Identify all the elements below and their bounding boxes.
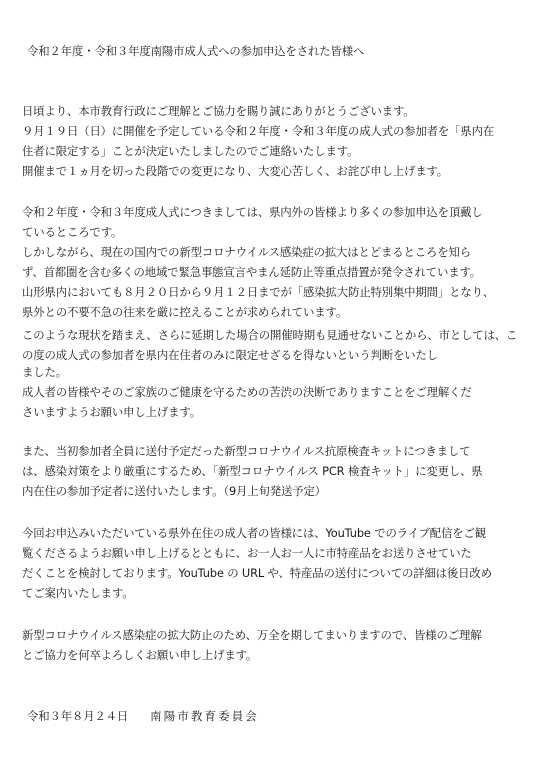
paragraph-line: 成人者の皆様やそのご家族のご健康を守るための苦渋の決断でありますことをご理解くだ xyxy=(22,385,472,399)
paragraph-line: さいますようお願い申し上げます。 xyxy=(22,405,201,419)
paragraph-line: ているところです。 xyxy=(22,225,123,239)
paragraph-line: 県外との不要不急の往来を厳に控えることが求められています。 xyxy=(22,305,348,319)
paragraph-line: ９月１９日（日）に開催を予定している令和２年度・令和３年度の成人式の参加者を「県内在 xyxy=(22,124,495,138)
paragraph-line: ました。 xyxy=(22,365,67,379)
paragraph-line: 令和２年度・令和３年度成人式につきましては、県内外の皆様より多くの参加申込を頂戴し xyxy=(22,205,483,219)
paragraph-line: このような現状を踏まえ、さらに延期した場合の開催時期も見通せないことから、市としては、この度の成人式の参加者を県内在住者のみに限定せざるを得ないという判断をいたし xyxy=(22,328,518,362)
paragraph-line: 開催まで１ヵ月を切った段階での変更になり、大変心苦しく、お詫び申し上げます。 xyxy=(22,164,449,178)
paragraph-line: 今回お申込みいただいている県外在住の成人者の皆様には、YouTube でのライブ配信をご観 xyxy=(22,526,486,540)
paragraph-line: 住者に限定する」ことが決定いたしましたのでご連絡いたします。 xyxy=(22,144,359,158)
paragraph-line: 新型コロナウイルス感染症の拡大防止のため、万全を期してまいりますので、皆様のご理解 xyxy=(22,628,482,642)
footer-date: 令和３年８月２４日 xyxy=(27,709,129,723)
paragraph-line: 覧くださるようお願い申し上げるとともに、お一人お一人に市特産品をお送りさせていた xyxy=(22,546,472,560)
paragraph-line: とご協力を何卒よろしくお願い申し上げます。 xyxy=(22,648,258,662)
paragraph-line: てご案内いたします。 xyxy=(22,586,134,600)
paragraph-line: は、感染対策をより厳重にするため、「新型コロナウイルス PCR 検査キット」に変更し、県 xyxy=(22,464,483,478)
paragraph-line: 山形県内においても８月２０日から９月１２日までが「感染拡大防止特別集中期間」となり、 xyxy=(22,285,495,299)
paragraph-line: だくことを検討しております。YouTube の URL や、特産品の送付についての詳細は後日改め xyxy=(22,566,492,580)
document-heading: 令和２年度・令和３年度南陽市成人式への参加申込をされた皆様へ xyxy=(27,44,365,58)
paragraph-line: ず、首都圏を含む多くの地域で緊急事態宣言やまん延防止等重点措置が発令されています。 xyxy=(22,265,482,279)
paragraph-line: 日頃より、本市教育行政にご理解とご協力を賜り誠にありがとうございます。 xyxy=(22,104,415,118)
paragraph-line: しかしながら、現在の国内での新型コロナウイルス感染症の拡大はとどまるところを知ら xyxy=(22,245,471,259)
document-footer xyxy=(27,709,259,723)
footer-organization: 南陽市教育委員会 xyxy=(150,709,259,723)
paragraph-line: また、当初参加者全員に送付予定だった新型コロナウイルス抗原検査キットにつきまして xyxy=(22,444,471,458)
paragraph-line: 内在住の参加予定者に送付いたします。（9月上旬発送予定） xyxy=(22,484,326,498)
